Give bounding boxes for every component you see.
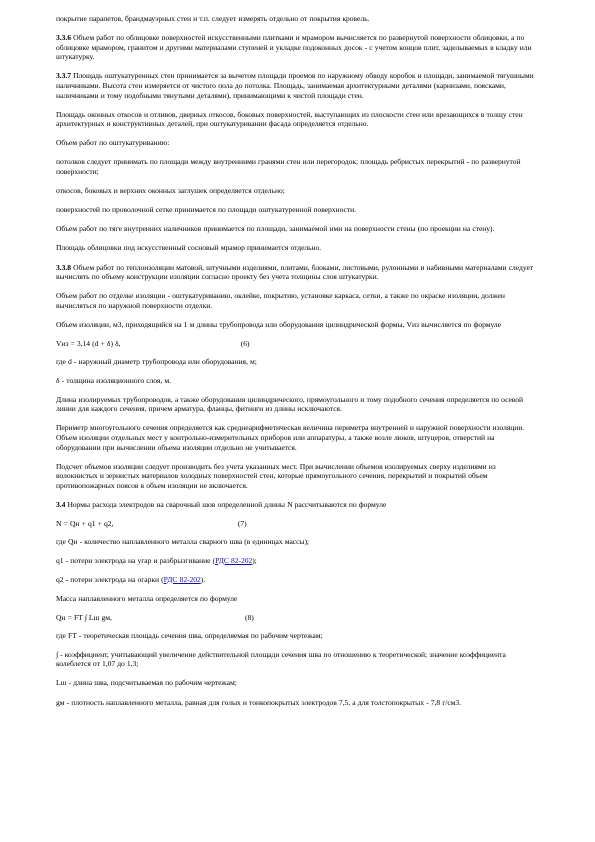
clause-number: 3.3.6: [56, 33, 71, 43]
paragraph-14: Длина изолируемых трубопроводов, а также оборудования цилиндрического, прямоугольного и тому подобного сечения определяется по осевой линии для каждого сечения, причем арматура, фланцы, фитинги из длины исключаются.: [56, 394, 524, 414]
clause-text: Объем работ по теплоизоляции матовой, штучными изделиями, плитами, блоками, листовыми, рулонными и набивными материалами следует вычислять по объему конструкции изоляции согласно проекту без учета толщины слоя штукатурки.: [56, 262, 534, 282]
where-text-end: ).: [200, 574, 206, 584]
formula-expression: N = Qн + q1 + q2,: [56, 519, 114, 529]
paragraph-9: Объем работ по тяге внутренних наличников принимается по площади, занимаемой ими на поверхности стены (по проекции на стену).: [56, 224, 495, 234]
paragraph-15: Периметр многоугольного сечения определяется как среднеарифметическая величина периметра внутренней и наружной поверхности изоляции. Объем изоляции отдельных мест у контрольно-измерительных приборов или аппаратуры, а также возле люков, штуцеров, отверстий на оборудовании при вычислении объема изоляции отдельно не учитывается.: [56, 423, 525, 452]
paragraph-3-4: [56, 500, 539, 510]
clause-number: 3.4: [56, 500, 66, 509]
rds-82-202-link[interactable]: РДС 82-202: [163, 574, 201, 584]
where-8: ∫ - коэффициент, учитывающий увеличение действительной площади сечения шва по отношению к теоретической; значение коэффициента колеблется от 1,07 до 1,3;: [56, 649, 506, 669]
paragraph-10: Площадь облицовки под искусственный сосновый мрамор принимается отдельно.: [56, 243, 322, 253]
clause-number: 3.3.8: [56, 262, 71, 272]
clause-text: Площадь оштукатуренных стен принимается за вычетом площади проемов по наружному обводу коробок и площади, занимаемой тягушными наличниками. Высота стен измеряется от чистого пола до потолка. Площадь, занимаемая архитектурными деталями (карнизами, поясками, наличниками и тому подобными тянутыми деталями), принимающими к чистой площади стен.: [56, 71, 534, 100]
formula-7: [56, 519, 539, 529]
where-text: q2 - потери электрода на огарки (: [56, 574, 164, 584]
clause-text: Объем работ по облицовке поверхностей искусственными плитками и мрамором вычисляется по развернутой поверхности облицовки, а по облицовке мрамором, гранитом и другими материалами ступеней и укладке подоконных досок - с учетом концов плит, заделываемых в кладку или штукатурку.: [56, 33, 532, 62]
formula-8: [56, 613, 539, 623]
paragraph-12: Объем работ по отделке изоляции - оштукатуриванию, оклейке, покрытию, установке каркаса, сетки, а также по окраске изоляции, должен вычисляться по наружной поверхности отделки.: [56, 291, 505, 310]
where-1: где d - наружный диаметр трубопровода или оборудования, м;: [56, 356, 257, 366]
paragraph-3-3-8: [56, 263, 539, 282]
formula-number: (6): [240, 338, 250, 348]
paragraph-5: Объем работ по оштукатуриванию:: [56, 138, 170, 148]
rds-82-202-link[interactable]: РДС 82-202: [215, 555, 253, 565]
paragraph-7: откосов, боковых и верхних оконных заглушек определяется отдельно;: [56, 186, 285, 196]
formula-6: [56, 339, 539, 349]
where-10: gм - плотность наплавленного металла, равная для голых и тонкопокрытых электродов 7,5, а для толстопокрытых - 7,8 г/см3.: [56, 697, 462, 707]
formula-number: (8): [245, 613, 254, 623]
paragraph-6: потолков следует принимать по площади между внутренними гранями стен или перегородок; площадь ребристых перекрытий - по развернутой поверхности;: [56, 157, 521, 177]
clause-text: Нормы расхода электродов на сварочный шов определенной длины N рассчитываются по формуле: [65, 500, 387, 509]
where-2: δ - толщина изоляционного слоя, м.: [56, 375, 171, 385]
where-text-end: );: [252, 555, 257, 565]
where-6: Масса наплавленного металла определяется по формуле: [56, 593, 238, 603]
formula-expression: Qн = FT ∫ Lш gм,: [56, 613, 112, 623]
formula-expression: Vиз = 3,14 (d + δ) δ,: [56, 338, 121, 348]
formula-number: (7): [237, 519, 247, 529]
where-4: [56, 556, 539, 566]
clause-number: 3.3.7: [56, 71, 71, 81]
where-3: где Qн - количество наплавленного металла сварного шва (в единицах массы);: [56, 536, 309, 546]
paragraph-8: поверхностей по проволочной сетке принимается по площади оштукатуренной поверхности.: [56, 205, 356, 215]
where-7: где FT - теоретическая площадь сечения шва, определяемая по рабочим чертежам;: [56, 630, 323, 640]
where-9: Lш - длина шва, подсчитываемая по рабочим чертежам;: [56, 678, 237, 688]
paragraph-16: Подсчет объемов изоляции следует производить без учета указанных мест. При вычислении объемов изолируемых сверху изделиями из волокнистых и зернистых материалов холодных поверхностей стен, которые прямоугольного сечения, перекрытий и покрытий объем противопожарных поясов в объем изоляции не включается.: [56, 461, 496, 490]
paragraph-3-3-7: [56, 71, 539, 100]
paragraph-4: Площадь оконных откосов и отливов, дверных откосов, боковых поверхностей, выступающих из плоскости стен или врезающихся в толщу стен архитектурных и конструктивных деталей, при оштукатуривании фасада определяется отдельно.: [56, 109, 523, 129]
where-5: [56, 575, 539, 585]
paragraph-1: покрытие парапетов, брандмауэрных стен и т.п. следует измерять отдельно от покрытия кровель.: [56, 14, 370, 23]
paragraph-13: Объем изоляции, м3, приходящийся на 1 м длины трубопровода или оборудования цилиндрической формы, Vиз вычисляется по формуле: [56, 319, 501, 329]
where-text: q1 - потери электрода на угар и разбрызгивание (: [56, 555, 216, 565]
paragraph-3-3-6: [56, 33, 539, 62]
